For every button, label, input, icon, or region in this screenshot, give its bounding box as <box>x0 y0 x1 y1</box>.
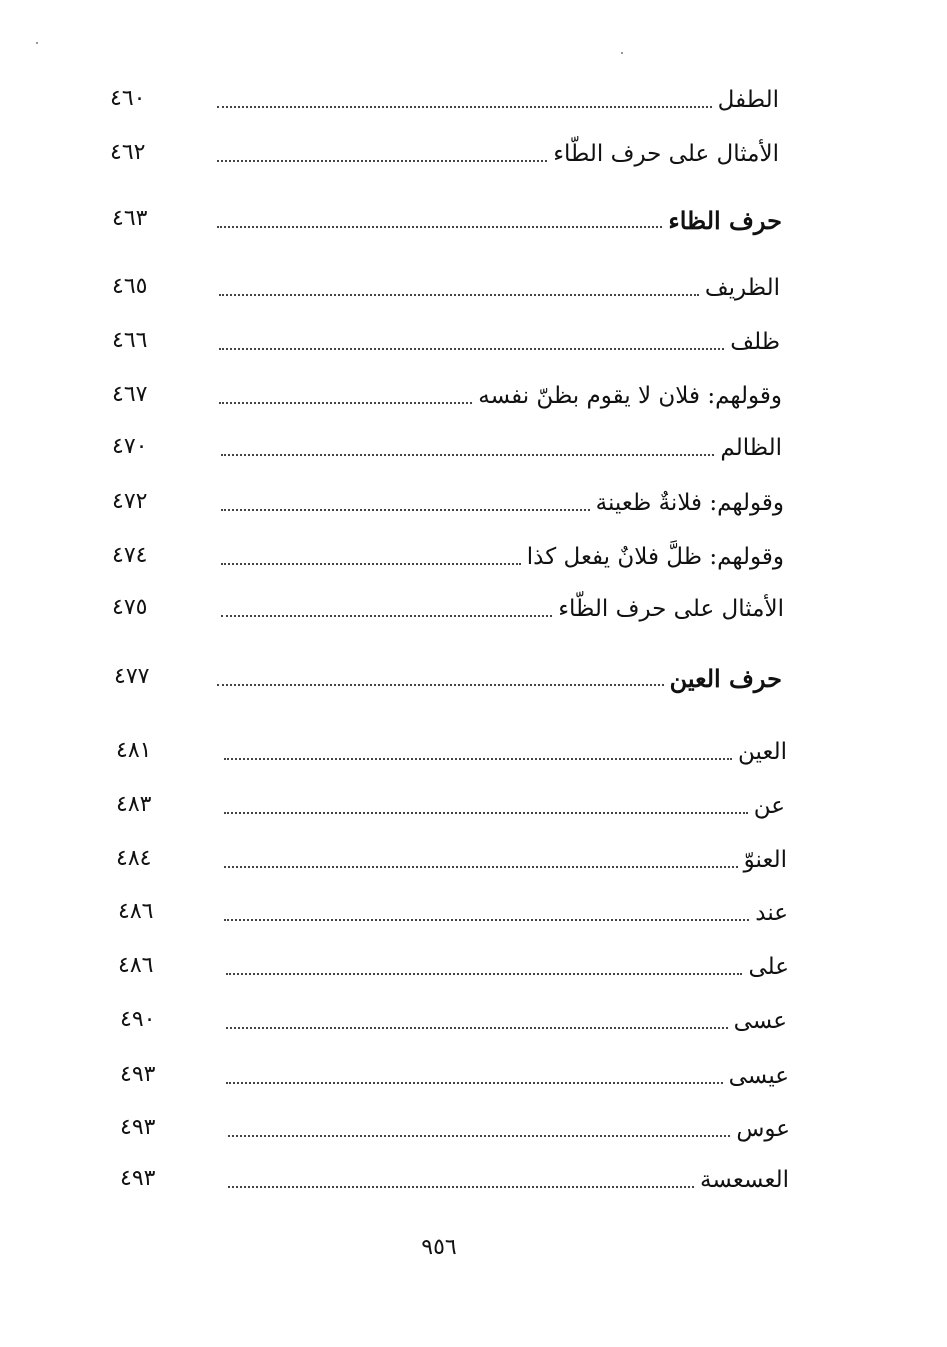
toc-entry-title: عسى <box>733 1008 787 1034</box>
dot-leader <box>224 812 748 814</box>
dot-leader <box>221 454 714 456</box>
dot-leader <box>226 1027 728 1029</box>
toc-section-heading <box>213 200 782 240</box>
dot-leader <box>217 226 662 228</box>
toc-entry <box>220 893 788 933</box>
toc-entry-title: العين <box>738 739 787 765</box>
toc-entry-page: ٤٧٧ <box>114 664 150 689</box>
scan-speck <box>36 42 38 44</box>
dot-leader <box>228 1135 730 1137</box>
dot-leader <box>219 348 724 350</box>
toc-entry-page: ٤٨٦ <box>118 899 154 924</box>
toc-entry-page: ٤٧٤ <box>112 543 148 568</box>
toc-entry <box>217 537 784 577</box>
dot-leader <box>224 758 732 760</box>
toc-entry-page: ٤٦٧ <box>112 382 148 407</box>
dot-leader <box>217 106 712 108</box>
toc-entry <box>213 134 779 174</box>
toc-entry-page: ٤٩٠ <box>120 1007 156 1032</box>
toc-entry <box>217 589 784 629</box>
toc-entry-title: حرف الظاء <box>668 205 782 235</box>
toc-entry <box>220 840 787 880</box>
toc-entry-title: الطفل <box>717 87 779 113</box>
toc-entry-page: ٤٨٦ <box>118 953 154 978</box>
toc-section-heading <box>213 658 782 698</box>
dot-leader <box>226 973 742 975</box>
toc-entry-page: ٤٨٤ <box>116 846 152 871</box>
toc-entry-title: على <box>748 954 789 980</box>
toc-entry <box>222 1001 787 1041</box>
toc-entry <box>217 483 784 523</box>
toc-entry <box>217 428 782 468</box>
toc-entry-title: وقولهم: فلانةٌ ظعينة <box>595 490 784 516</box>
toc-entry-page: ٤٩٣ <box>120 1115 156 1140</box>
toc-entry-page: ٤٦٠ <box>110 86 146 111</box>
toc-entry-page: ٤٩٣ <box>120 1062 156 1087</box>
toc-entry-page: ٤٦٥ <box>112 274 148 299</box>
scan-speck <box>621 52 623 54</box>
dot-leader <box>224 919 749 921</box>
dot-leader <box>217 160 547 162</box>
toc-entry <box>224 1109 790 1149</box>
toc-entry <box>220 732 787 772</box>
dot-leader <box>224 866 738 868</box>
toc-entry-title: العسعسة <box>700 1167 789 1193</box>
toc-entry <box>220 786 785 826</box>
toc-entry <box>222 947 789 987</box>
toc-entry-title: العنوّ <box>743 847 787 873</box>
toc-entry-page: ٤٦٣ <box>112 206 148 231</box>
toc-entry <box>215 376 782 416</box>
dot-leader <box>228 1186 694 1188</box>
toc-entry <box>213 80 779 120</box>
toc-entry-title: ظلف <box>730 329 780 355</box>
toc-entry-title: الأمثال على حرف الطّاء <box>553 141 779 167</box>
toc-entry-page: ٤٨٣ <box>116 792 152 817</box>
toc-entry-page: ٤٦٢ <box>110 140 146 165</box>
dot-leader <box>219 402 472 404</box>
dot-leader <box>221 509 590 511</box>
dot-leader <box>221 563 521 565</box>
dot-leader <box>219 294 699 296</box>
toc-entry-page: ٤٧٥ <box>112 595 148 620</box>
toc-entry-title: حرف العين <box>669 663 782 693</box>
toc-entry-page: ٤٧٢ <box>112 489 148 514</box>
toc-entry-title: الأمثال على حرف الظّاء <box>558 596 784 622</box>
toc-entry <box>215 322 780 362</box>
dot-leader <box>226 1082 723 1084</box>
toc-entry-page: ٤٦٦ <box>112 328 148 353</box>
dot-leader <box>221 615 552 617</box>
toc-entry-title: عوس <box>736 1116 790 1142</box>
toc-entry <box>224 1160 789 1200</box>
toc-entry-page: ٤٧٠ <box>112 434 148 459</box>
page-number: ٩٥٦ <box>421 1235 457 1260</box>
toc-entry-title: وقولهم: ظلَّ فلانٌ يفعل كذا <box>526 544 784 570</box>
toc-entry-page: ٤٨١ <box>116 738 152 763</box>
toc-entry-title: الظالم <box>720 435 782 461</box>
toc-entry <box>215 268 780 308</box>
toc-entry-title: عند <box>755 900 788 926</box>
toc-entry <box>222 1056 789 1096</box>
toc-entry-title: وقولهم: فلان لا يقوم بظنّ نفسه <box>478 383 782 409</box>
toc-entry-title: الظريف <box>704 275 780 301</box>
toc-entry-title: عن <box>753 793 785 819</box>
toc-entry-title: عيسى <box>728 1063 789 1089</box>
toc-entry-page: ٤٩٣ <box>120 1166 156 1191</box>
dot-leader <box>217 684 664 686</box>
